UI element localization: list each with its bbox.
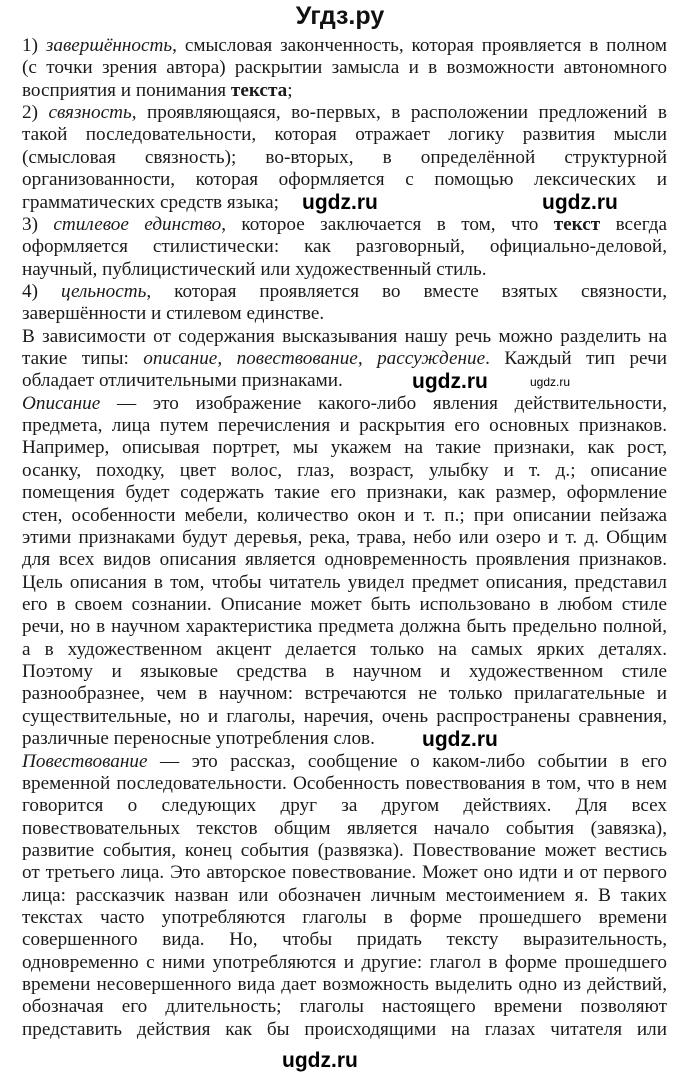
text-segment: текстах часто употребляются глаголы в форме прошедшего времени (22, 907, 667, 929)
italic-term: цельность (60, 280, 147, 302)
text-segment: этими признаками будут деревья, река, трава, небо или озеро и т. д. Общим (22, 526, 667, 548)
italic-term: связность (48, 102, 132, 124)
text-segment: различные переносные употребления слов. (22, 728, 375, 750)
text-line (22, 795, 667, 817)
text-line (22, 706, 667, 728)
text-segment: Например, описывая портрет, мы укажем на такие признаки, как рост, (22, 437, 667, 459)
text-line (22, 996, 667, 1018)
italic-term: Повествование (22, 750, 148, 772)
text-line (22, 348, 667, 370)
text-segment: предмета, лица путем перечисления и раскрытия его основных признаков. (22, 415, 667, 437)
text-line (22, 952, 667, 974)
text-line (22, 482, 667, 504)
text-segment: , смысловая законченность, которая проявляется в полном (172, 35, 667, 56)
text-line (22, 549, 667, 571)
text-segment: оформляется стилистически: как разговорный, официально-деловой, (22, 236, 667, 258)
text-segment: его в своем сознании. Описание может быть использовано в любом стиле (22, 593, 667, 615)
watermark: ugdz.ru (282, 1049, 358, 1072)
text-segment: говорится о следующих друг за другом действиях. Для всех (22, 795, 667, 817)
text-segment: обозначая его длительность; глаголы настоящего времени позволяют (22, 996, 667, 1018)
text-segment: существительные, но и глаголы, наречия, очень распространены сравнения, (22, 705, 667, 727)
text-line (22, 80, 667, 102)
text-line (22, 639, 667, 661)
text-segment: ; (287, 79, 293, 101)
text-segment: лица: рассказчик назван или обозначен личным местоимением я. В таких (22, 884, 667, 906)
text-segment: одновременно с ними употребляются и другие: глагол в форме прошедшего (22, 951, 667, 973)
text-segment: от третьего лица. Это авторское повествование. Может оно идти и от первого (22, 862, 667, 884)
italic-term: стилевое единство (53, 213, 222, 235)
text-segment: повествовательных текстов общим является начало события (завязка), (22, 817, 667, 839)
text-line (22, 929, 667, 951)
text-line (22, 303, 667, 325)
text-segment: организованности, которая оформляется с помощью лексических и (22, 169, 667, 191)
text-line (22, 907, 667, 929)
text-line (22, 460, 667, 482)
text-line (22, 214, 667, 236)
text-line (22, 415, 667, 437)
text-line (22, 572, 667, 594)
text-segment: обладает отличительными признаками. (22, 370, 343, 392)
text-segment: 3) (22, 213, 54, 235)
text-line (22, 527, 667, 549)
text-segment: 2) (22, 102, 49, 124)
text-line (22, 840, 667, 862)
text-line (22, 661, 667, 683)
text-line (22, 326, 667, 348)
text-segment: такой последовательности, которая отражает логику развития мысли (22, 124, 667, 146)
text-line (22, 616, 667, 638)
text-line (22, 974, 667, 996)
text-segment: речи, но в научном характеристика предмета должна быть предельно полной, (22, 616, 667, 638)
text-line (22, 505, 667, 527)
text-line (22, 281, 667, 303)
text-segment: помещения будет содержать такие его признаки, как размер, оформление (22, 482, 667, 504)
text-line (22, 728, 667, 750)
watermark: ugdz.ru (422, 728, 498, 751)
text-line (22, 683, 667, 705)
text-segment: восприятия и понимания (22, 79, 231, 101)
text-segment: осанку, походку, цвет волос, глаз, возраст, улыбку и т. д.; описание (22, 459, 667, 481)
text-line (22, 259, 667, 281)
text-segment: временной последовательности. Особенность повествования в том, что в нем (22, 772, 667, 794)
text-segment: Цель описания в том, чтобы читатель увидел предмет описания, представил (22, 571, 667, 593)
text-line (22, 57, 667, 79)
text-segment: . Каждый тип речи (485, 348, 667, 370)
text-segment: — это рассказ, сообщение о каком-либо событии в его (147, 750, 667, 772)
italic-term: описание, повествование, рассуждение (143, 348, 486, 370)
text-segment: всегда (600, 213, 667, 235)
text-segment: (смысловая связность); во-вторых, в определённой структурной (22, 146, 667, 168)
text-segment: Поэтому и языковые средства в научном и художественном стиле (22, 661, 667, 683)
text-segment: грамматических средств языка; (22, 191, 280, 213)
text-line (22, 751, 667, 773)
text-line (22, 862, 667, 884)
text-segment: времени несовершенного вида дает возможность выделить одно из действий, (22, 974, 667, 996)
text-line (22, 35, 667, 57)
text-segment: представить действия как бы происходящими на глазах читателя или (22, 1018, 667, 1040)
text-segment: (с точки зрения автора) раскрытии замысла и в возможности автономного (22, 57, 667, 79)
text-line (22, 773, 667, 795)
text-line (22, 818, 667, 840)
text-line (22, 885, 667, 907)
text-segment: совершенного вида. Но, чтобы придать тексту выразительность, (22, 929, 667, 951)
document-body (22, 35, 667, 1041)
text-segment: , которое заключается в том, что (221, 213, 554, 235)
text-segment: развитие события, конец события (развязка). Повествование может вестись (22, 839, 667, 861)
text-segment: В зависимости от содержания высказывания нашу речь можно разделить на (22, 325, 667, 347)
text-segment: 4) (22, 280, 61, 302)
text-line (22, 102, 667, 124)
text-line (22, 147, 667, 169)
text-line (22, 437, 667, 459)
text-segment: стен, особенности мебели, количество окон и т. п.; при описании пейзажа (22, 504, 667, 526)
text-segment: , которая проявляется во вместе взятых связности, (146, 280, 667, 302)
text-line (22, 393, 667, 415)
italic-term: Описание (22, 392, 101, 414)
text-segment: такие типы: (22, 348, 144, 370)
site-header-title: Угдз.ру (295, 2, 385, 30)
text-segment: завершённости и стилевом единстве. (22, 303, 325, 325)
text-line (22, 1019, 667, 1041)
text-line (22, 124, 667, 146)
text-segment: 1) (22, 35, 46, 56)
text-line (22, 169, 667, 191)
watermark-small: ugdz.ru (530, 375, 571, 389)
text-segment: — это изображение какого-либо явления действительности, (100, 392, 667, 414)
bold-term: текста (230, 79, 288, 101)
text-segment: научный, публицистический или художественный стиль. (22, 258, 487, 280)
text-line (22, 370, 667, 392)
text-segment: , проявляющаяся, во-первых, в расположении предложений в (131, 102, 667, 124)
text-line (22, 594, 667, 616)
text-segment: для всех видов описания является одновременность проявления признаков. (22, 549, 667, 571)
text-segment: а в художественном акцент делается только на самых ярких деталях. (22, 638, 667, 660)
watermark: ugdz.ru (412, 370, 488, 393)
watermark: ugdz.ru (302, 191, 378, 214)
watermark: ugdz.ru (542, 191, 618, 214)
text-segment: разнообразнее, чем в научном: встречаются не только прилагательные и (22, 683, 667, 705)
italic-term: завершённость (45, 35, 173, 56)
text-line (22, 236, 667, 258)
bold-term: текст (553, 213, 601, 235)
